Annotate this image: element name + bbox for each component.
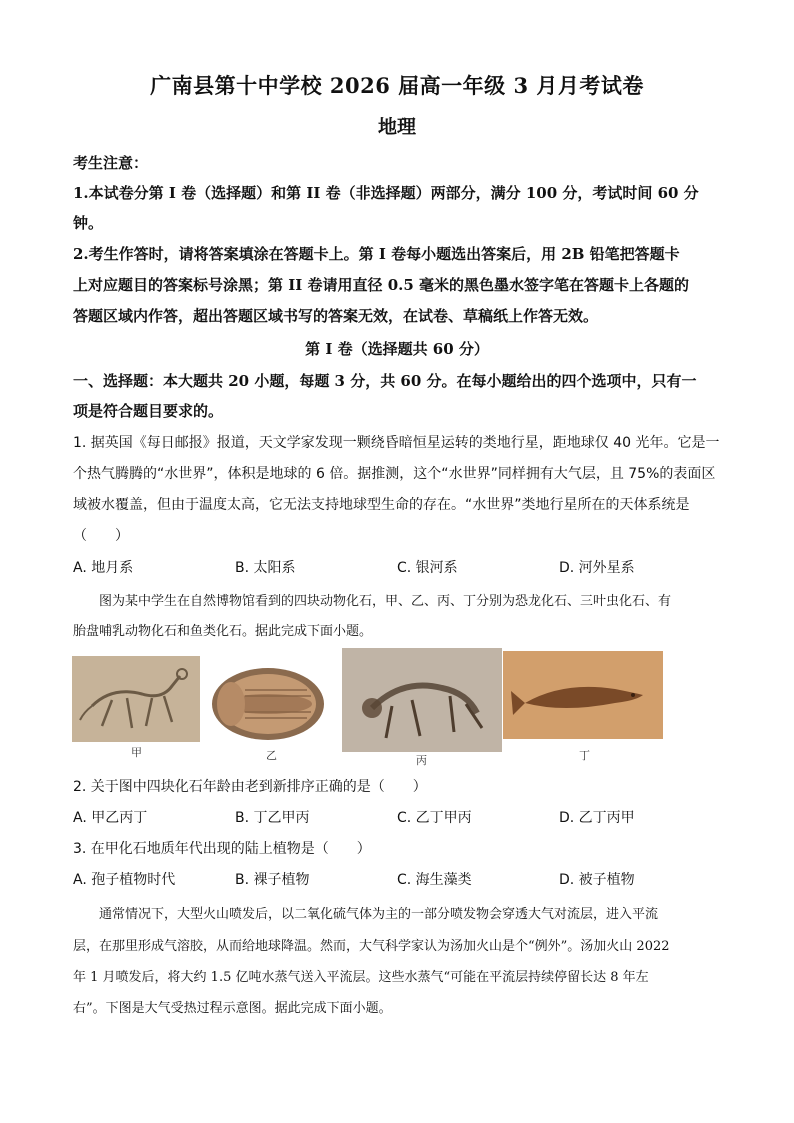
q2-option-a[interactable]: A. 甲乙丙丁 <box>73 810 148 826</box>
volcano-intro-line: 年 1 月喷发后，将大约 1.5 亿吨水蒸气送入平流层。这些水蒸气“可能在平流层持续停留长达 8 年左 <box>73 970 649 985</box>
q3-option-c[interactable]: C. 海生藻类 <box>397 872 472 888</box>
fossil-caption-ding: 丁 <box>579 749 590 762</box>
section-title: 第 I 卷（选择题共 60 分） <box>305 340 489 358</box>
section-instruction: 一、选择题：本大题共 20 小题，每题 3 分，共 60 分。在每小题给出的四个选项中，只有一 <box>73 372 697 390</box>
q3-stem: 3. 在甲化石地质年代出现的陆上植物是（ ） <box>73 841 371 857</box>
fossil-image-bing <box>342 648 502 752</box>
notice-line: 钟。 <box>73 214 104 232</box>
notice-line: 2.考生作答时，请将答案填涂在答题卡上。第 I 卷每小题选出答案后，用 2B 铅笔把答题卡 <box>73 245 680 263</box>
q3-option-b[interactable]: B. 裸子植物 <box>235 872 310 888</box>
q1-option-c[interactable]: C. 银河系 <box>397 560 458 576</box>
notice-line: 上对应题目的答案标号涂黑；第 II 卷请用直径 0.5 毫米的黑色墨水签字笔在答题卡上各题的 <box>73 276 690 294</box>
notice-line: 答题区域内作答，超出答题区域书写的答案无效，在试卷、草稿纸上作答无效。 <box>73 307 599 325</box>
exam-subject: 地理 <box>377 116 416 138</box>
q1-stem-line: 个热气腾腾的“水世界”，体积是地球的 6 倍。据推测，这个“水世界”同样拥有大气层，且 75%的表面区 <box>73 466 716 482</box>
fossil-caption-jia: 甲 <box>131 746 142 759</box>
notice-heading: 考生注意： <box>73 154 149 172</box>
notice-line: 1.本试卷分第 I 卷（选择题）和第 II 卷（非选择题）两部分，满分 100 分，考试时间 60 分 <box>73 184 699 202</box>
fossil-caption-yi: 乙 <box>266 749 277 762</box>
section-instruction: 项是符合题目要求的。 <box>73 402 224 420</box>
q2-option-d[interactable]: D. 乙丁丙甲 <box>559 810 635 826</box>
q2-stem: 2. 关于图中四块化石年龄由老到新排序正确的是（ ） <box>73 779 427 795</box>
fossil-caption-bing: 丙 <box>416 754 427 767</box>
q2-option-c[interactable]: C. 乙丁甲丙 <box>397 810 472 826</box>
q1-option-a[interactable]: A. 地月系 <box>73 560 134 576</box>
q1-stem-line: 1. 据英国《每日邮报》报道，天文学家发现一颗绕昏暗恒星运转的类地行星，距地球仅 40 光年。它是一 <box>73 435 720 451</box>
q3-option-a[interactable]: A. 孢子植物时代 <box>73 872 176 888</box>
fossil-intro-line: 图为某中学生在自然博物馆看到的四块动物化石，甲、乙、丙、丁分别为恐龙化石、三叶虫化石、有 <box>73 594 672 609</box>
exam-title: 广南县第十中学校 2026 届高一年级 3 月月考试卷 <box>150 73 644 98</box>
q1-option-d[interactable]: D. 河外星系 <box>559 560 635 576</box>
fossil-image-ding <box>503 651 663 739</box>
q3-options <box>73 869 723 889</box>
volcano-intro-line: 层，在那里形成气溶胶，从而给地球降温。然而，大气科学家认为汤加火山是个“例外”。汤加火山 2022 <box>73 939 670 954</box>
fossil-image-yi <box>207 660 330 748</box>
q3-option-d[interactable]: D. 被子植物 <box>559 872 635 888</box>
q1-stem-line: （ ） <box>73 528 129 544</box>
q1-options <box>73 557 723 577</box>
q2-options <box>73 807 723 827</box>
volcano-intro-line: 右”。下图是大气受热过程示意图。据此完成下面小题。 <box>73 1001 392 1016</box>
q2-option-b[interactable]: B. 丁乙甲丙 <box>235 810 310 826</box>
fossil-image-jia <box>72 656 200 742</box>
fossil-intro-line: 胎盘哺乳动物化石和鱼类化石。据此完成下面小题。 <box>73 624 373 639</box>
volcano-intro-line: 通常情况下，大型火山喷发后，以二氧化硫气体为主的一部分喷发物会穿透大气对流层，进入平流 <box>73 907 659 922</box>
q1-stem-line: 域被水覆盖，但由于温度太高，它无法支持地球型生命的存在。“水世界”类地行星所在的天体系统是 <box>73 497 690 513</box>
q1-option-b[interactable]: B. 太阳系 <box>235 560 296 576</box>
